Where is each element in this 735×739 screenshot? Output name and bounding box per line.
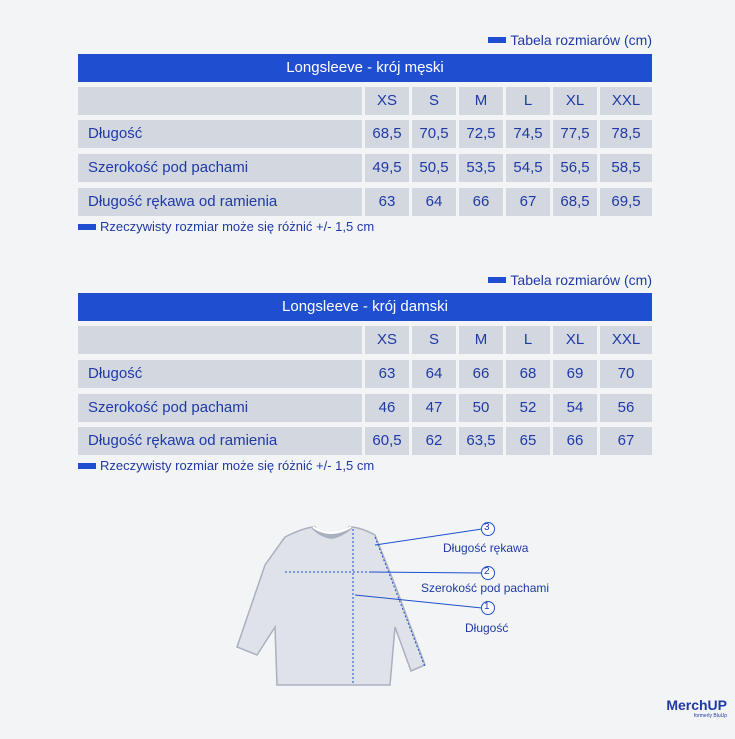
size-header: XXL	[600, 326, 652, 354]
size-header: L	[506, 87, 550, 115]
callout-number: 3	[484, 522, 490, 533]
value-cell: 54	[553, 394, 597, 422]
women-header-row	[78, 326, 652, 354]
value-cell: 68,5	[553, 188, 597, 216]
value-cell: 66	[553, 427, 597, 455]
value-cell: 65	[506, 427, 550, 455]
callout-number: 1	[484, 601, 490, 612]
table-row	[78, 120, 652, 148]
row-label: Szerokość pod pachami	[78, 394, 362, 422]
value-cell: 66	[459, 188, 503, 216]
value-cell: 66	[459, 360, 503, 388]
value-cell: 72,5	[459, 120, 503, 148]
men-legend	[488, 32, 652, 48]
size-header: M	[459, 87, 503, 115]
women-note	[78, 458, 374, 473]
value-cell: 63,5	[459, 427, 503, 455]
value-cell: 50,5	[412, 154, 456, 182]
size-header: S	[412, 326, 456, 354]
value-cell: 58,5	[600, 154, 652, 182]
size-header: XXL	[600, 87, 652, 115]
table-row	[78, 154, 652, 182]
value-cell: 47	[412, 394, 456, 422]
men-size-table	[78, 30, 652, 240]
value-cell: 67	[506, 188, 550, 216]
table-row	[78, 427, 652, 455]
size-header: XS	[365, 87, 409, 115]
women-size-table	[78, 270, 652, 480]
size-header: XL	[553, 326, 597, 354]
men-note	[78, 219, 374, 234]
women-note-text: Rzeczywisty rozmiar może się różnić +/- 1,5 cm	[100, 458, 375, 473]
row-label: Długość rękawa od ramienia	[78, 188, 362, 216]
value-cell: 62	[412, 427, 456, 455]
value-cell: 56	[600, 394, 652, 422]
value-cell: 53,5	[459, 154, 503, 182]
men-legend-text: Tabela rozmiarów (cm)	[510, 32, 652, 48]
men-note-text: Rzeczywisty rozmiar może się różnić +/- 1,5 cm	[100, 219, 375, 234]
women-legend-text: Tabela rozmiarów (cm)	[510, 272, 652, 288]
value-cell: 68	[506, 360, 550, 388]
women-table-title: Longsleeve - krój damski	[78, 293, 652, 321]
value-cell: 63	[365, 360, 409, 388]
callout-number: 2	[484, 566, 490, 577]
value-cell: 46	[365, 394, 409, 422]
value-cell: 52	[506, 394, 550, 422]
logo-name: MerchUP	[666, 697, 727, 713]
callout-label: Szerokość pod pachami	[421, 581, 550, 595]
men-table-title: Longsleeve - krój męski	[78, 54, 652, 82]
size-header: S	[412, 87, 456, 115]
table-row	[78, 188, 652, 216]
value-cell: 54,5	[506, 154, 550, 182]
value-cell: 60,5	[365, 427, 409, 455]
row-label: Długość	[78, 120, 362, 148]
legend-marker-icon	[488, 37, 506, 43]
value-cell: 78,5	[600, 120, 652, 148]
row-label: Długość rękawa od ramienia	[78, 427, 362, 455]
measurement-diagram	[225, 515, 565, 695]
logo-tagline: formerly BluUp	[693, 713, 727, 719]
value-cell: 56,5	[553, 154, 597, 182]
size-header: XS	[365, 326, 409, 354]
value-cell: 50	[459, 394, 503, 422]
note-marker-icon	[78, 224, 96, 230]
value-cell: 67	[600, 427, 652, 455]
note-marker-icon	[78, 463, 96, 469]
value-cell: 63	[365, 188, 409, 216]
legend-marker-icon	[488, 277, 506, 283]
value-cell: 64	[412, 360, 456, 388]
value-cell: 64	[412, 188, 456, 216]
value-cell: 69	[553, 360, 597, 388]
women-legend	[488, 272, 652, 288]
size-header: M	[459, 326, 503, 354]
value-cell: 70,5	[412, 120, 456, 148]
row-label: Szerokość pod pachami	[78, 154, 362, 182]
header-empty-cell	[78, 87, 362, 115]
size-header: XL	[553, 87, 597, 115]
header-empty-cell	[78, 326, 362, 354]
row-label: Długość	[78, 360, 362, 388]
callout-label: Długość	[465, 621, 509, 635]
men-header-row	[78, 87, 652, 115]
size-header: L	[506, 326, 550, 354]
value-cell: 77,5	[553, 120, 597, 148]
callout-label: Długość rękawa	[443, 541, 529, 555]
value-cell: 68,5	[365, 120, 409, 148]
value-cell: 49,5	[365, 154, 409, 182]
table-row	[78, 394, 652, 422]
brand-logo	[666, 697, 727, 719]
value-cell: 69,5	[600, 188, 652, 216]
table-row	[78, 360, 652, 388]
value-cell: 74,5	[506, 120, 550, 148]
value-cell: 70	[600, 360, 652, 388]
